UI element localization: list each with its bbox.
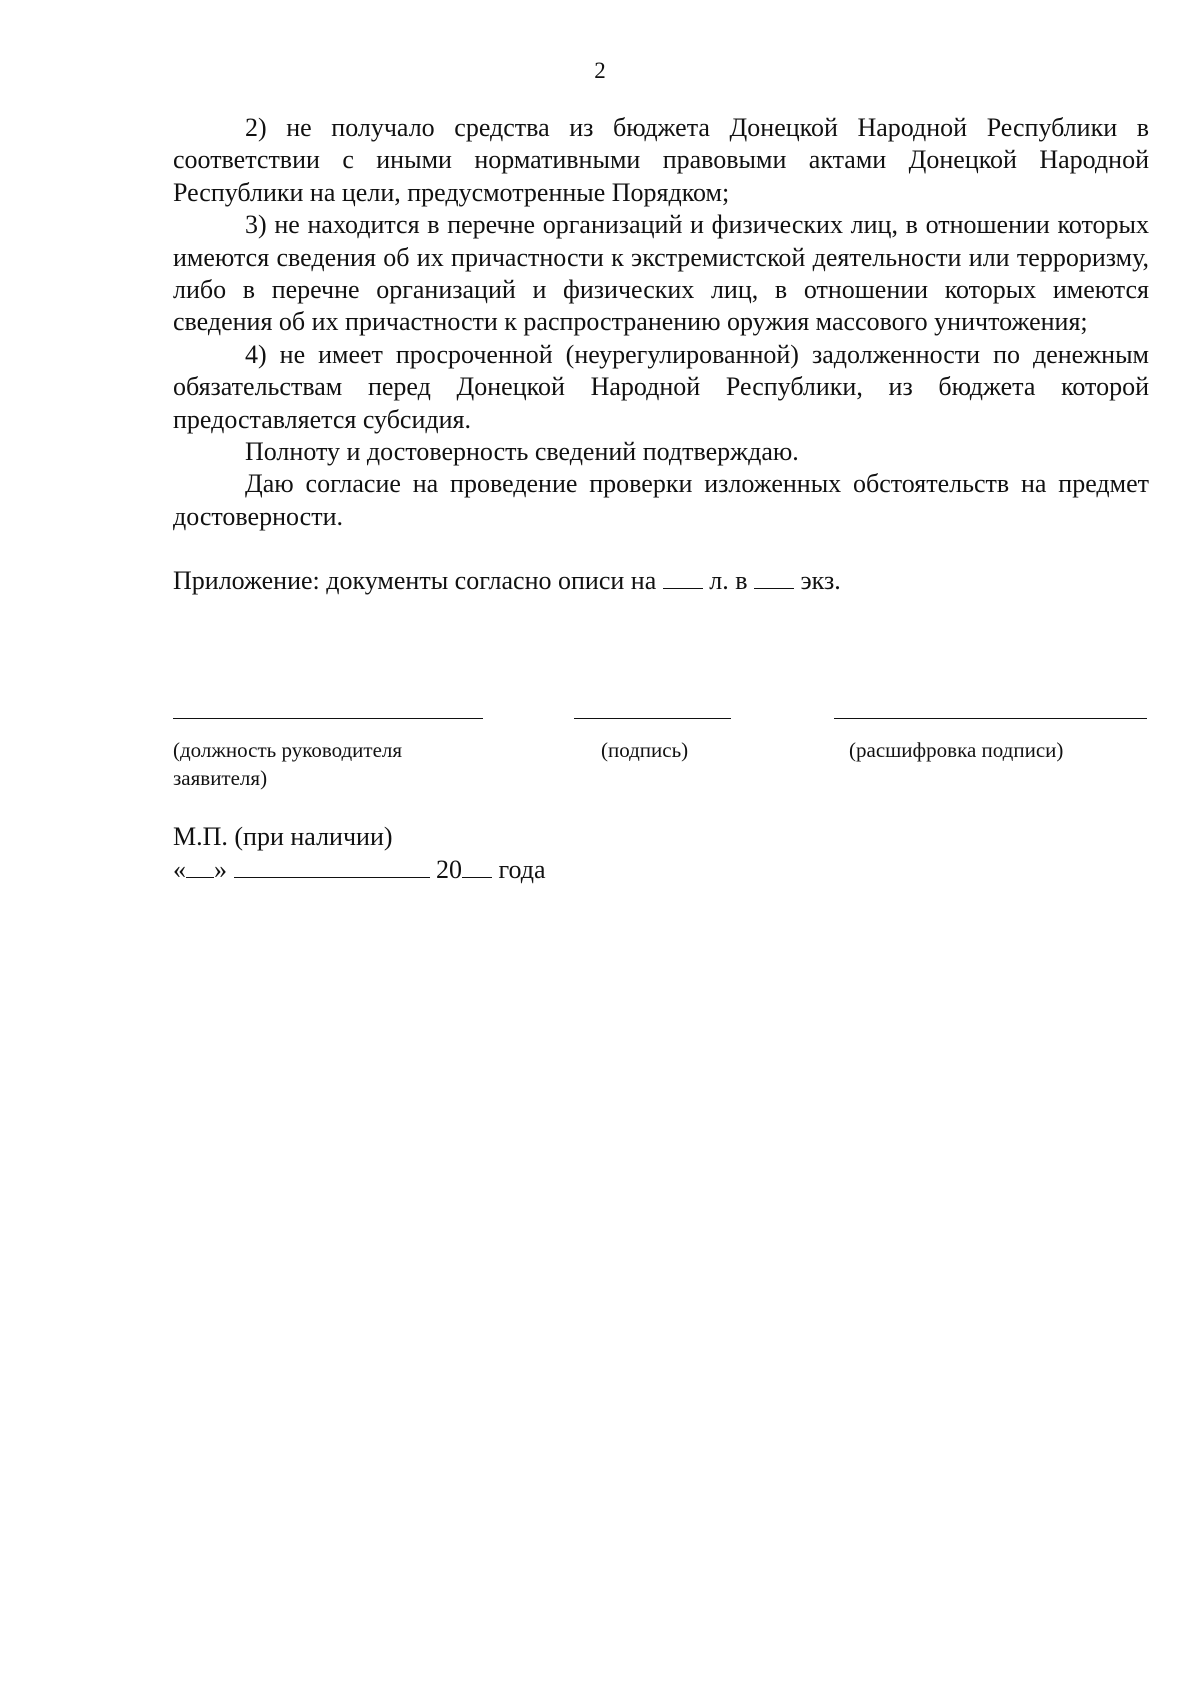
- stamp-label: М.П. (при наличии): [173, 822, 393, 851]
- page-number: 2: [594, 58, 606, 83]
- pages-count-blank[interactable]: [663, 566, 703, 589]
- year-blank[interactable]: [462, 855, 492, 878]
- spacer: [173, 533, 1149, 565]
- date-line: [173, 853, 546, 886]
- day-blank[interactable]: [186, 855, 214, 878]
- signature-line[interactable]: [574, 718, 731, 719]
- month-blank[interactable]: [234, 855, 430, 878]
- paragraph-item-2: 2) не получало средства из бюджета Донецкой Народной Республики в соответствии с иными нормативными правовыми актами Донецкой Народной Республики на цели, предусмотренные Порядком;: [173, 113, 1149, 207]
- signature-row: [173, 718, 1149, 788]
- signature-caption: (подпись): [601, 738, 689, 762]
- appendix-prefix: Приложение: документы согласно описи на: [173, 566, 657, 596]
- paragraph-item-3: 3) не находится в перечне организаций и физических лиц, в отношении которых имеются сведения об их причастности к экстремистской деятельности или терроризму, либо в перечне организаций и физических лиц, в отношении которых имеются сведения об их причастности к распространению оружия массового уничтожения;: [173, 210, 1149, 337]
- document-body: [173, 112, 1149, 598]
- position-caption: (должность руководителя заявителя): [173, 738, 403, 790]
- date-open-quote: «: [173, 855, 186, 884]
- paragraph-consent: Даю согласие на проведение проверки изложенных обстоятельств на предмет достоверности.: [173, 469, 1149, 531]
- appendix-suffix: экз.: [800, 566, 841, 596]
- date-close-quote: »: [214, 855, 227, 884]
- year-prefix: 20: [436, 855, 462, 884]
- position-signature-line[interactable]: [173, 718, 483, 719]
- appendix-middle: л. в: [709, 566, 748, 596]
- paragraph-confirmation: Полноту и достоверность сведений подтверждаю.: [245, 437, 799, 467]
- signature-decoding-caption: (расшифровка подписи): [849, 738, 1064, 762]
- stamp-and-date: [173, 820, 546, 886]
- appendix-line: [173, 565, 1149, 597]
- copies-count-blank[interactable]: [754, 566, 794, 589]
- year-suffix: года: [498, 855, 546, 884]
- signature-decoding-line[interactable]: [834, 718, 1147, 719]
- paragraph-item-4: 4) не имеет просроченной (неурегулированной) задолженности по денежным обязательствам перед Донецкой Народной Республики, из бюджета которой предоставляется субсидия.: [173, 339, 1149, 434]
